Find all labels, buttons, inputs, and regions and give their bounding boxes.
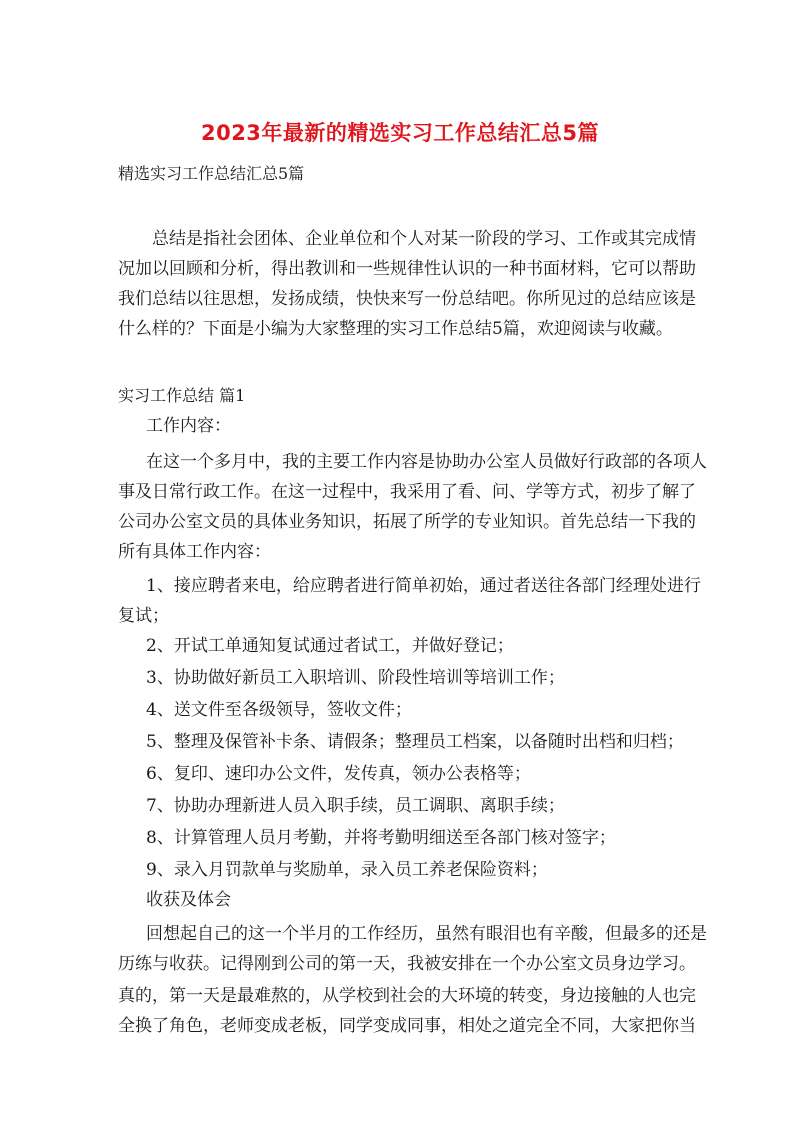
gains-line: 全换了角色，老师变成老板，同学变成同事，相处之道完全不同，大家把你当 (118, 1016, 696, 1036)
gains-line: 回想起自己的这一个半月的工作经历，虽然有眼泪也有辛酸，但最多的还是 (146, 924, 707, 944)
list-item-continuation: 复试； (118, 606, 169, 626)
work-intro-line: 所有具体工作内容： (118, 542, 271, 562)
list-item: 6、复印、速印办公文件，发传真，领办公表格等； (146, 764, 531, 784)
intro-line: 什么样的？下面是小编为大家整理的实习工作总结5篇，欢迎阅读与收藏。 (118, 319, 673, 339)
section-heading: 实习工作总结 篇1 (118, 386, 246, 405)
list-item: 2、开试工单通知复试通过者试工，并做好登记； (146, 636, 514, 656)
intro-paragraph (118, 224, 696, 344)
document-title: 2023年最新的精选实习工作总结汇总5篇 (200, 121, 600, 145)
document-subtitle: 精选实习工作总结汇总5篇 (118, 164, 305, 183)
gains-label: 收获及体会 (146, 890, 231, 910)
work-intro-line: 事及日常行政工作。在这一过程中，我采用了看、问、学等方式，初步了解了 (118, 482, 696, 502)
intro-line: 总结是指社会团体、企业单位和个人对某一阶段的学习、工作或其完成情 (152, 229, 696, 249)
work-content-label: 工作内容： (146, 416, 231, 436)
list-item: 7、协助办理新进人员入职手续，员工调职、离职手续； (146, 796, 565, 816)
list-item: 3、协助做好新员工入职培训、阶段性培训等培训工作； (146, 668, 565, 688)
list-item: 8、计算管理人员月考勤，并将考勤明细送至各部门核对签字； (146, 828, 616, 848)
list-item: 9、录入月罚款单与奖励单，录入员工养老保险资料； (146, 860, 548, 880)
list-item: 4、送文件至各级领导，签收文件； (146, 700, 412, 720)
gains-line: 历练与收获。记得刚到公司的第一天，我被安排在一个办公室文员身边学习。 (118, 954, 696, 974)
gains-line: 真的，第一天是最难熬的，从学校到社会的大环境的转变，身边接触的人也完 (118, 986, 696, 1006)
list-item: 5、整理及保管补卡条、请假条；整理员工档案，以备随时出档和归档； (146, 732, 684, 752)
intro-line: 我们总结以往思想，发扬成绩，快快来写一份总结吧。你所见过的总结应该是 (118, 289, 696, 309)
intro-line: 况加以回顾和分析，得出教训和一些规律性认识的一种书面材料，它可以帮助 (118, 259, 696, 279)
work-intro-line: 公司办公室文员的具体业务知识，拓展了所学的专业知识。首先总结一下我的 (118, 512, 696, 532)
work-intro-line: 在这一个多月中，我的主要工作内容是协助办公室人员做好行政部的各项人 (146, 452, 707, 472)
list-item: 1、接应聘者来电，给应聘者进行简单初始，通过者送往各部门经理处进行 (146, 576, 701, 596)
